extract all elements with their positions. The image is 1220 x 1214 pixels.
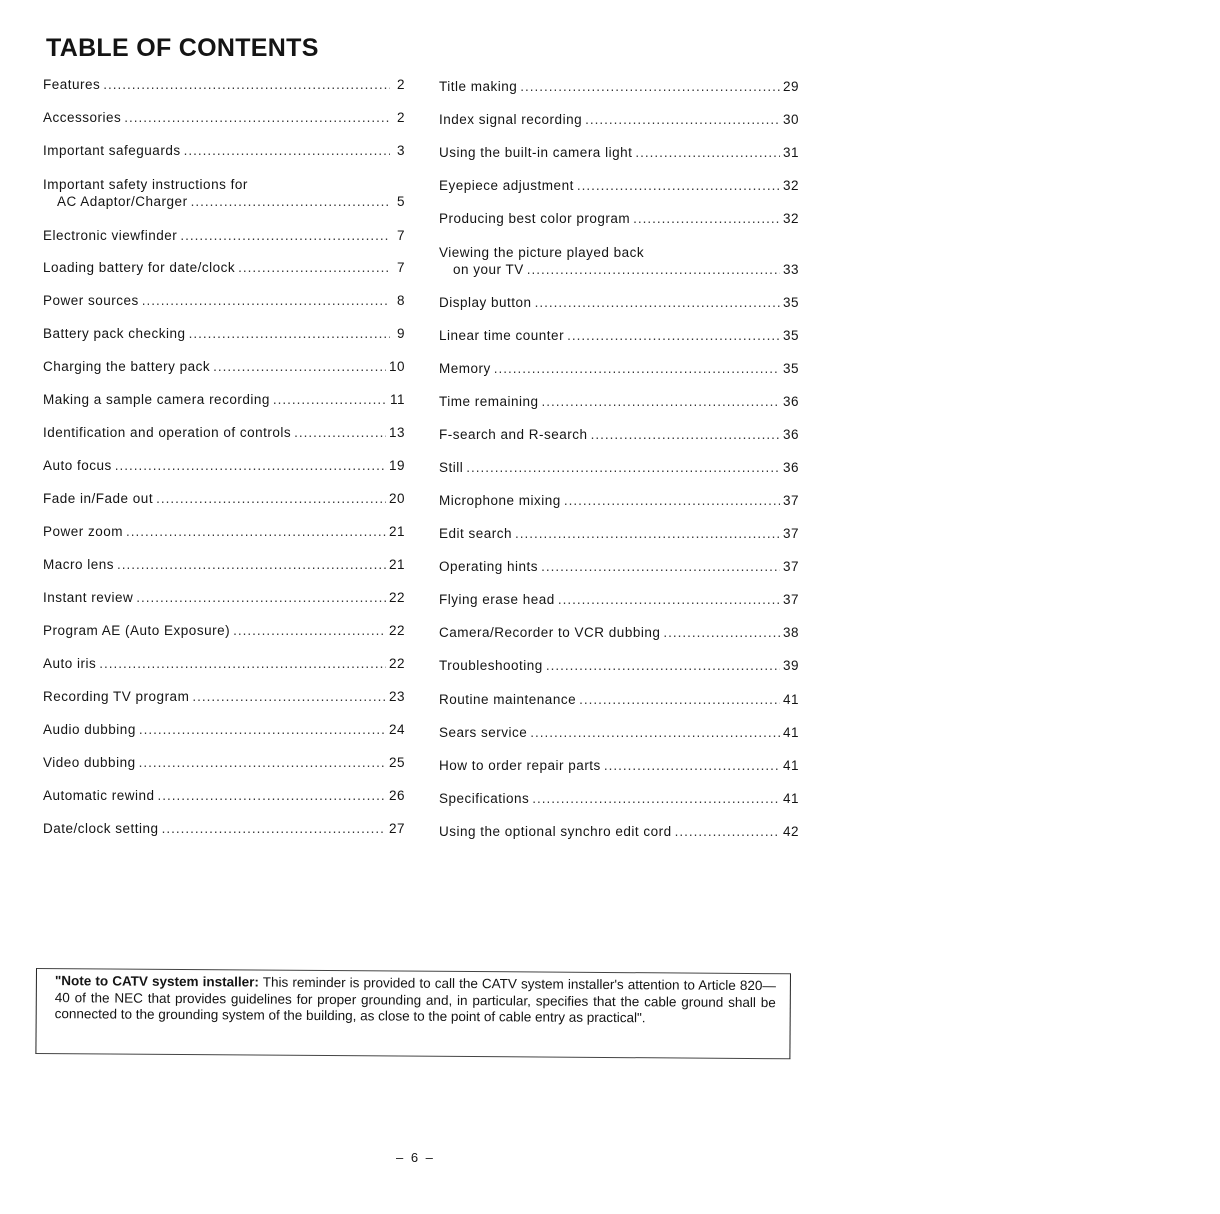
toc-entry-page: 10 — [388, 359, 405, 374]
dot-leader — [466, 459, 780, 476]
toc-entry-label: Microphone mixing — [439, 493, 561, 508]
toc-entry-page: 29 — [782, 79, 799, 94]
dot-leader — [520, 78, 780, 95]
toc-entry-page: 37 — [782, 526, 799, 541]
toc-entry-page: 22 — [388, 623, 405, 638]
toc-entry-page: 21 — [388, 557, 405, 572]
dot-leader — [142, 292, 390, 309]
toc-entry-label: Charging the battery pack — [43, 359, 211, 374]
dot-leader — [124, 109, 390, 126]
dot-leader — [591, 426, 780, 443]
dot-leader — [238, 259, 390, 276]
dot-leader — [136, 589, 386, 606]
toc-entry-label: Recording TV program — [43, 689, 190, 704]
toc-entry-label: Producing best color program — [439, 211, 631, 226]
toc-entry — [43, 622, 405, 639]
dot-leader — [530, 724, 780, 741]
toc-entry — [43, 754, 405, 771]
toc-entry — [439, 757, 799, 774]
dot-leader — [233, 622, 386, 639]
toc-entry — [43, 109, 405, 126]
toc-entry-label: Title making — [439, 79, 518, 94]
toc-entry — [43, 325, 405, 342]
toc-entry-page: 23 — [388, 689, 405, 704]
toc-entry — [43, 292, 405, 309]
toc-entry-label: Using the built-in camera light — [439, 145, 633, 160]
toc-entry-page: 2 — [396, 77, 405, 92]
toc-entry-page: 37 — [782, 592, 799, 607]
toc-entry — [439, 691, 799, 708]
toc-entry-label: Automatic rewind — [43, 788, 155, 803]
toc-entry-page: 13 — [388, 425, 405, 440]
dot-leader — [139, 721, 386, 738]
toc-entry-label: Instant review — [43, 590, 134, 605]
toc-entry — [43, 424, 405, 441]
toc-entry-label: Flying erase head — [439, 592, 555, 607]
toc-entry — [439, 393, 799, 410]
toc-entry-page: 2 — [396, 110, 405, 125]
toc-entry-page: 32 — [782, 178, 799, 193]
toc-entry-label: Specifications — [439, 791, 530, 806]
toc-entry — [43, 227, 405, 244]
dot-leader — [213, 358, 386, 375]
toc-entry-label: Linear time counter — [439, 328, 565, 343]
toc-entry-page: 7 — [396, 228, 405, 243]
dot-leader — [191, 193, 390, 210]
toc-entry-page: 20 — [388, 491, 405, 506]
dot-leader — [542, 393, 780, 410]
toc-entry — [43, 259, 405, 276]
toc-entry-label: Fade in/Fade out — [43, 491, 154, 506]
toc-entry — [439, 244, 799, 278]
dot-leader — [273, 391, 387, 408]
dot-leader — [494, 360, 780, 377]
dot-leader — [515, 525, 780, 542]
toc-entry-label: Routine maintenance — [439, 692, 577, 707]
toc-entry-heading: Important safety instructions for — [43, 177, 248, 192]
dot-leader — [675, 823, 780, 840]
toc-entry-label: Edit search — [439, 526, 513, 541]
toc-entry — [439, 360, 799, 377]
toc-entry — [43, 142, 405, 159]
dot-leader — [567, 327, 780, 344]
toc-entry-page: 35 — [782, 361, 799, 376]
toc-entry-label: Troubleshooting — [439, 658, 543, 673]
toc-entry-page: 3 — [396, 143, 405, 158]
toc-entry — [43, 523, 405, 540]
dot-leader — [189, 325, 390, 342]
toc-entry — [439, 111, 799, 128]
toc-entry-page: 30 — [782, 112, 799, 127]
toc-entry — [43, 358, 405, 375]
toc-entry-page: 25 — [388, 755, 405, 770]
toc-entry-label: Electronic viewfinder — [43, 228, 178, 243]
toc-entry — [439, 790, 799, 807]
toc-entry-label: Operating hints — [439, 559, 539, 574]
toc-entry-label: Battery pack checking — [43, 326, 186, 341]
toc-entry — [439, 591, 799, 608]
toc-entry-page: 38 — [782, 625, 799, 640]
toc-entry-label: F-search and R-search — [439, 427, 588, 442]
toc-entry-page: 22 — [388, 656, 405, 671]
catv-note-heading: "Note to CATV system installer: — [54, 973, 259, 990]
dot-leader — [115, 457, 386, 474]
toc-entry-label: Making a sample camera recording — [43, 392, 270, 407]
toc-entry-page: 39 — [782, 658, 799, 673]
catv-note-body: This reminder is provided to call the CATV system installer's attention to Article 820—40 of the NEC that provides guidelines for proper grounding and, in particular, specifies that the cable ground shall be connected to the grounding system of the building, as close to the point of cable entry as practical". — [54, 974, 776, 1026]
toc-entry — [43, 76, 405, 93]
toc-entry-page: 35 — [782, 328, 799, 343]
toc-entry-page: 8 — [396, 293, 405, 308]
toc-entry-page: 35 — [782, 295, 799, 310]
toc-entry — [439, 78, 799, 95]
toc-entry — [439, 144, 799, 161]
dot-leader — [184, 142, 390, 159]
dot-leader — [546, 657, 780, 674]
page-number: – 6 – — [396, 1150, 435, 1165]
toc-entry-page: 22 — [388, 590, 405, 605]
toc-entry — [439, 823, 799, 840]
toc-entry-page: 24 — [388, 722, 405, 737]
dot-leader — [117, 556, 386, 573]
toc-entry-page: 41 — [782, 791, 799, 806]
toc-entry — [439, 459, 799, 476]
toc-entry-page: 36 — [782, 460, 799, 475]
toc-entry — [43, 688, 405, 705]
dot-leader — [126, 523, 386, 540]
toc-entry — [43, 820, 405, 837]
dot-leader — [139, 754, 386, 771]
catv-note-text — [55, 973, 776, 1028]
toc-entry-page: 11 — [389, 392, 405, 407]
toc-entry-page: 42 — [782, 824, 799, 839]
dot-leader — [564, 492, 780, 509]
dot-leader — [585, 111, 780, 128]
toc-entry-label: How to order repair parts — [439, 758, 601, 773]
dot-leader — [663, 624, 780, 641]
toc-entry-page: 33 — [782, 262, 799, 277]
page-title: TABLE OF CONTENTS — [46, 34, 319, 62]
toc-entry-page: 32 — [782, 211, 799, 226]
toc-entry-label: Important safeguards — [43, 143, 181, 158]
toc-entry-page: 19 — [388, 458, 405, 473]
toc-entry-page: 7 — [396, 260, 405, 275]
toc-entry — [43, 457, 405, 474]
toc-entry-label: Program AE (Auto Exposure) — [43, 623, 231, 638]
toc-entry-label: Camera/Recorder to VCR dubbing — [439, 625, 661, 640]
toc-entry-label: Date/clock setting — [43, 821, 159, 836]
toc-entry — [43, 787, 405, 804]
toc-entry-label: Loading battery for date/clock — [43, 260, 236, 275]
dot-leader — [99, 655, 386, 672]
toc-entry — [43, 589, 405, 606]
toc-entry-label: Still — [439, 460, 464, 475]
toc-entry — [43, 655, 405, 672]
toc-entry-page: 37 — [782, 559, 799, 574]
dot-leader — [156, 490, 386, 507]
dot-leader — [577, 177, 780, 194]
toc-entry-page: 9 — [396, 326, 405, 341]
toc-entry-label: Index signal recording — [439, 112, 583, 127]
toc-entry-label: Audio dubbing — [43, 722, 136, 737]
dot-leader — [162, 820, 386, 837]
toc-entry-label: Eyepiece adjustment — [439, 178, 574, 193]
toc-entry — [439, 558, 799, 575]
catv-note-box — [35, 968, 791, 1059]
toc-entry-page: 41 — [782, 725, 799, 740]
toc-entry — [43, 391, 405, 408]
toc-entry — [439, 624, 799, 641]
toc-entry-page: 21 — [388, 524, 405, 539]
toc-entry — [439, 294, 799, 311]
toc-entry — [439, 210, 799, 227]
dot-leader — [294, 424, 386, 441]
toc-entry-page: 27 — [388, 821, 405, 836]
toc-entry-label: Auto focus — [43, 458, 112, 473]
toc-entry — [439, 426, 799, 443]
toc-entry — [439, 657, 799, 674]
toc-entry-label: Identification and operation of controls — [43, 425, 292, 440]
toc-entry-label: Video dubbing — [43, 755, 136, 770]
toc-entry-label: Power sources — [43, 293, 139, 308]
toc-entry — [439, 492, 799, 509]
toc-entry — [43, 556, 405, 573]
toc-entry — [43, 490, 405, 507]
toc-entry-page: 41 — [782, 692, 799, 707]
toc-entry — [439, 327, 799, 344]
toc-entry — [43, 721, 405, 738]
toc-entry-label: on your TV — [453, 262, 524, 277]
dot-leader — [158, 787, 386, 804]
toc-entry-label: Time remaining — [439, 394, 539, 409]
dot-leader — [527, 261, 780, 278]
toc-entry-label: Auto iris — [43, 656, 97, 671]
toc-entry — [439, 724, 799, 741]
dot-leader — [192, 688, 386, 705]
toc-entry-label: Power zoom — [43, 524, 124, 539]
dot-leader — [558, 591, 780, 608]
toc-entry-label: Using the optional synchro edit cord — [439, 824, 672, 839]
dot-leader — [635, 144, 780, 161]
toc-entry-heading: Viewing the picture played back — [439, 245, 645, 260]
toc-entry-page: 31 — [782, 145, 799, 160]
toc-entry-page: 41 — [782, 758, 799, 773]
toc-entry — [439, 525, 799, 542]
toc-entry-page: 36 — [782, 394, 799, 409]
dot-leader — [535, 294, 780, 311]
toc-entry-label: Display button — [439, 295, 532, 310]
dot-leader — [180, 227, 390, 244]
toc-entry-page: 26 — [388, 788, 405, 803]
dot-leader — [103, 76, 390, 93]
toc-entry-label: AC Adaptor/Charger — [57, 194, 188, 209]
dot-leader — [532, 790, 780, 807]
toc-entry-page: 36 — [782, 427, 799, 442]
dot-leader — [633, 210, 780, 227]
toc-entry — [439, 177, 799, 194]
toc-entry-label: Memory — [439, 361, 491, 376]
dot-leader — [541, 558, 780, 575]
dot-leader — [579, 691, 780, 708]
toc-entry-label: Features — [43, 77, 101, 92]
toc-entry — [43, 176, 405, 210]
toc-entry-label: Accessories — [43, 110, 122, 125]
toc-entry-page: 37 — [782, 493, 799, 508]
dot-leader — [604, 757, 780, 774]
toc-entry-page: 5 — [396, 194, 405, 209]
toc-entry-label: Macro lens — [43, 557, 115, 572]
toc-entry-label: Sears service — [439, 725, 528, 740]
